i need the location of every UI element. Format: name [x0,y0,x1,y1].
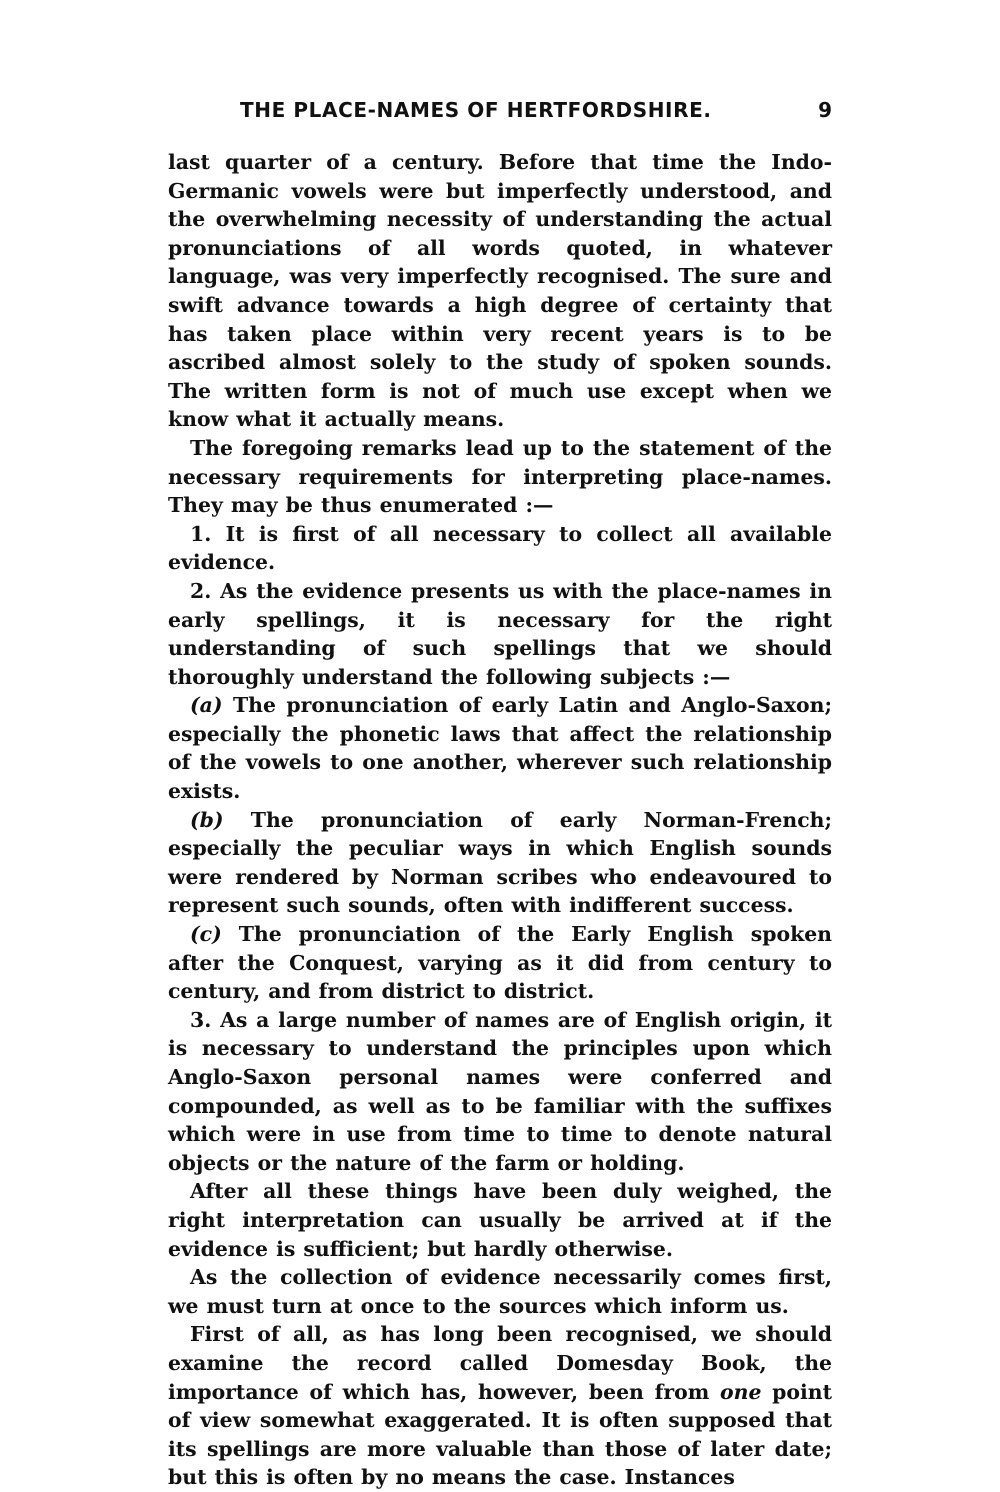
paragraph-requirements-intro: The foregoing remarks lead up to the statement of the necessary requirements for interpreting place-names. They may be thus enumerated :— [168,435,832,518]
list-item-3: 3. As a large number of names are of English origin, it is necessary to understand the principles upon which Anglo-Saxon personal names were conferred and compounded, as well as to be familiar with the suffixes which were in use from time to time to denote natural objects or the nature of the farm or holding. [168,1007,832,1175]
subitem-a-label: (a) [190,693,223,718]
paragraph-after-all: After all these things have been duly weighed, the right interpretation can usually be arrived at if the evidence is sufficient; but hardly otherwise. [168,1179,832,1261]
list-item-1: 1. It is first of all necessary to collect all available evidence. [168,521,832,575]
page-number: 9 [818,98,832,122]
subitem-c: (c) The pronunciation of the Early English spoken after the Conquest, varying as it did from century to century, and from district to district. [168,922,832,1004]
subitem-b-label: (b) [190,807,224,832]
running-head [168,98,832,128]
subitem-c-label: (c) [190,922,222,947]
paragraph-domesday: First of all, as has long been recognised, we should examine the record called Domesday Book, the importance of which has, however, been from one point of view somewhat exaggerated. It is often supposed that its spellings are more valuable than those of later date; but this is often by no means the case. Instances [168,1322,832,1490]
list-item-2: 2. As the evidence presents us with the place-names in early spellings, it is necessary for the right understanding of such spellings that we should thoroughly understand the following subjects :— [168,578,832,689]
paragraph-collection: As the collection of evidence necessarily comes first, we must turn at once to the sources which inform us. [168,1265,832,1318]
paragraph-continuation: last quarter of a century. Before that time the Indo-Germanic vowels were but imperfectly understood, and the overwhelming necessity of understanding the actual pronunciations of all words quoted, in whatever language, was very imperfectly recognised. The sure and swift advance towards a high degree of certainty that has taken place within very recent years is to be ascribed almost solely to the study of spoken sounds. The written form is not of much use except when we know what it actually means. [168,150,832,432]
running-title: THE PLACE-NAMES OF HERTFORDSHIRE. [240,98,712,122]
body-text [168,148,832,1492]
emphasis-one: one [720,1379,762,1404]
subitem-b: (b) The pronunciation of early Norman-French; especially the peculiar ways in which English sounds were rendered by Norman scribes who endeavoured to represent such sounds, often with indifferent success. [168,807,832,918]
subitem-a: (a) The pronunciation of early Latin and Anglo-Saxon; especially the phonetic laws that affect the relationship of the vowels to one another, wherever such relationship exists. [168,693,832,804]
